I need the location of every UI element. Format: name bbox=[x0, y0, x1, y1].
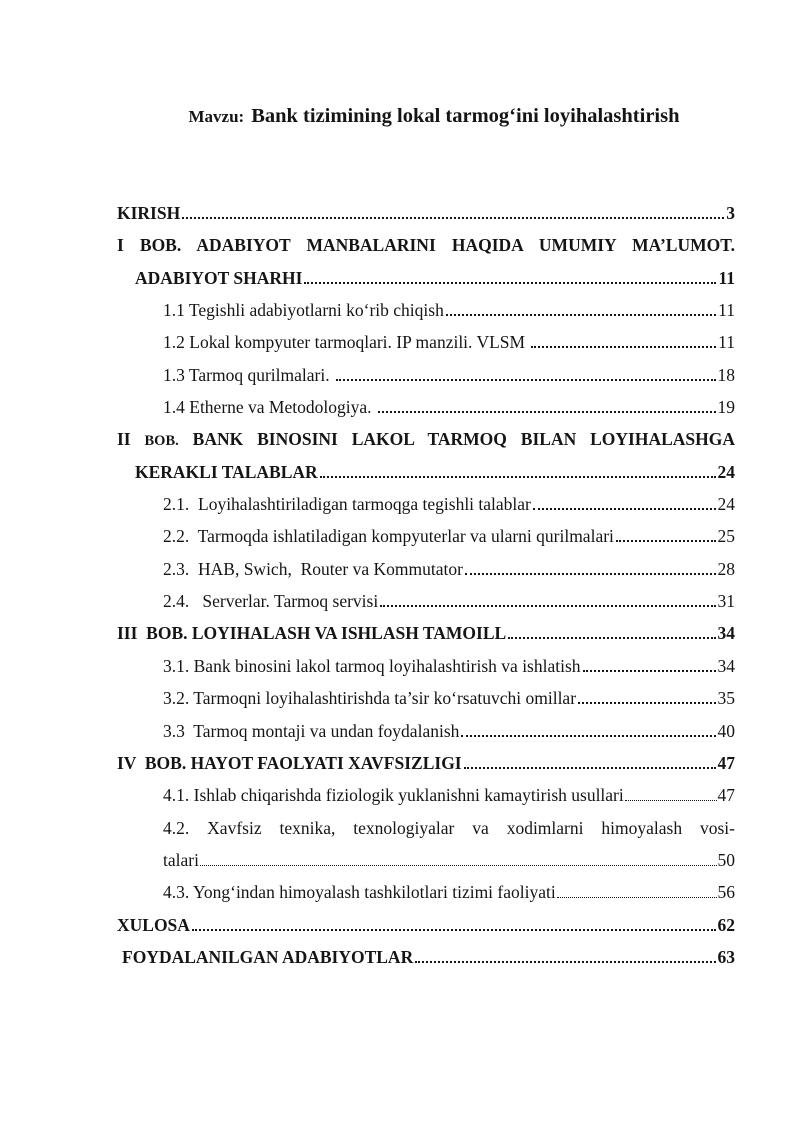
toc-entry-label: talari bbox=[163, 849, 199, 870]
dot-leader bbox=[192, 929, 716, 931]
dot-leader bbox=[578, 702, 715, 704]
toc-entry-label: 1.3 Tarmoq qurilmalari. bbox=[163, 364, 334, 385]
dot-leader bbox=[508, 637, 715, 639]
toc-row bbox=[117, 359, 735, 391]
toc-page-number: 19 bbox=[717, 397, 735, 418]
toc-row bbox=[117, 423, 735, 455]
dot-leader bbox=[182, 217, 724, 219]
title-prefix: Mavzu: bbox=[188, 107, 245, 126]
toc-page-number: 25 bbox=[717, 526, 735, 547]
toc-entry-label: 4.1. Ishlab chiqarishda fiziologik yuklanishni kamaytirish usullari bbox=[163, 785, 624, 806]
dot-leader bbox=[304, 282, 716, 284]
toc-entry-label: 2.2. Tarmoqda ishlatiladigan kompyuterlar va ularni qurilmalari bbox=[163, 526, 614, 547]
toc-entry-label: 3.2. Tarmoqni loyihalashtirishda ta’sir ko‘rsatuvchi omillar bbox=[163, 688, 577, 709]
toc-row bbox=[117, 262, 735, 294]
table-of-contents bbox=[117, 197, 735, 973]
toc-page-number: 50 bbox=[717, 849, 735, 870]
toc-row bbox=[117, 682, 735, 714]
dot-leader bbox=[465, 573, 716, 575]
document-title bbox=[117, 74, 735, 160]
toc-entry-label: FOYDALANILGAN ADABIYOTLAR bbox=[122, 946, 414, 967]
toc-row bbox=[117, 617, 735, 649]
toc-row bbox=[117, 844, 735, 876]
toc-entry-label: 4.2. Xavfsiz texnika, texnologiyalar va xodimlarni himoyalash vosi- bbox=[163, 817, 735, 838]
toc-page-number: 11 bbox=[718, 300, 735, 321]
toc-row bbox=[117, 197, 735, 229]
dot-leader bbox=[583, 670, 716, 672]
toc-row bbox=[117, 941, 735, 973]
toc-entry-label: 3.3 Tarmoq montaji va undan foydalanish bbox=[163, 720, 460, 741]
toc-page-number: 34 bbox=[717, 655, 735, 676]
toc-entry-label: 3.1. Bank binosini lakol tarmoq loyihalashtirish va ishlatish bbox=[163, 655, 581, 676]
dot-leader bbox=[533, 508, 716, 510]
toc-entry-label: KERAKLI TALABLAR bbox=[135, 461, 318, 482]
toc-page-number: 3 bbox=[726, 203, 735, 223]
toc-entry-label: ADABIYOT SHARHI bbox=[135, 267, 303, 288]
dot-leader bbox=[320, 476, 716, 478]
toc-row bbox=[117, 812, 735, 844]
toc-row bbox=[117, 585, 735, 617]
toc-entry-label: KIRISH bbox=[117, 203, 181, 223]
dot-leader bbox=[378, 411, 716, 413]
toc-page-number: 24 bbox=[717, 494, 735, 515]
toc-entry-label: IV BOB. HAYOT FAOLYATI XAVFSIZLIGI bbox=[117, 752, 462, 773]
toc-row bbox=[117, 715, 735, 747]
toc-entry-label: II BOB. BANK BINOSINI LAKOL TARMOQ BILAN LOYIHALASHGA bbox=[117, 429, 736, 450]
toc-entry-label: 1.4 Etherne va Metodologiya. bbox=[163, 397, 376, 418]
dot-leader bbox=[380, 605, 715, 607]
toc-page-number: 35 bbox=[717, 688, 735, 709]
toc-row bbox=[117, 229, 735, 261]
dot-leader bbox=[200, 865, 717, 866]
toc-row bbox=[117, 456, 735, 488]
toc-entry-label: 2.4. Serverlar. Tarmoq servisi bbox=[163, 591, 379, 612]
toc-row bbox=[117, 553, 735, 585]
toc-page-number: 11 bbox=[718, 332, 735, 353]
toc-row bbox=[117, 326, 735, 358]
toc-page-number: 11 bbox=[718, 267, 735, 288]
toc-entry-label: XULOSA bbox=[117, 914, 190, 935]
dot-leader bbox=[461, 735, 715, 737]
toc-entry-label: 1.1 Tegishli adabiyotlarni ko‘rib chiqish bbox=[163, 300, 444, 321]
toc-page-number: 28 bbox=[717, 558, 735, 579]
toc-row bbox=[117, 488, 735, 520]
toc-entry-label: 2.1. Loyihalashtiriladigan tarmoqga tegishli talablar bbox=[163, 494, 531, 515]
toc-page-number: 47 bbox=[717, 752, 735, 773]
toc-page-number: 18 bbox=[717, 364, 735, 385]
dot-leader bbox=[557, 897, 717, 898]
toc-entry-label: III BOB. LOYIHALASH VA ISHLASH TAMOILL bbox=[117, 623, 507, 644]
toc-entry-label: 4.3. Yong‘indan himoyalash tashkilotlari tizimi faoliyati bbox=[163, 882, 556, 903]
toc-row bbox=[117, 747, 735, 779]
toc-page-number: 63 bbox=[717, 946, 735, 967]
toc-page-number: 62 bbox=[717, 914, 735, 935]
title-main: Bank tizimining lokal tarmog‘ini loyihalashtirish bbox=[251, 105, 680, 127]
toc-page-number: 47 bbox=[717, 785, 735, 806]
toc-entry-label: 1.2 Lokal kompyuter tarmoqlari. IP manzili. VLSM bbox=[163, 332, 530, 353]
dot-leader bbox=[464, 767, 716, 769]
toc-row bbox=[117, 520, 735, 552]
toc-row bbox=[117, 294, 735, 326]
toc-page-number: 31 bbox=[717, 591, 735, 612]
dot-leader bbox=[616, 540, 716, 542]
dot-leader bbox=[336, 379, 716, 381]
toc-page-number: 56 bbox=[717, 882, 735, 903]
toc-row bbox=[117, 391, 735, 423]
toc-row bbox=[117, 779, 735, 811]
dot-leader bbox=[415, 961, 715, 963]
toc-row bbox=[117, 876, 735, 908]
dot-leader bbox=[625, 800, 717, 801]
toc-page-number: 34 bbox=[717, 623, 735, 644]
dot-leader bbox=[531, 346, 716, 348]
toc-row bbox=[117, 909, 735, 941]
toc-page-number: 40 bbox=[717, 720, 735, 741]
toc-row bbox=[117, 650, 735, 682]
dot-leader bbox=[446, 314, 716, 316]
toc-entry-label: I BOB. ADABIYOT MANBALARINI HAQIDA UMUMIY MA’LUMOT. bbox=[117, 235, 735, 256]
toc-entry-label: 2.3. HAB, Swich, Router va Kommutator bbox=[163, 558, 463, 579]
toc-page-number: 24 bbox=[717, 461, 735, 482]
